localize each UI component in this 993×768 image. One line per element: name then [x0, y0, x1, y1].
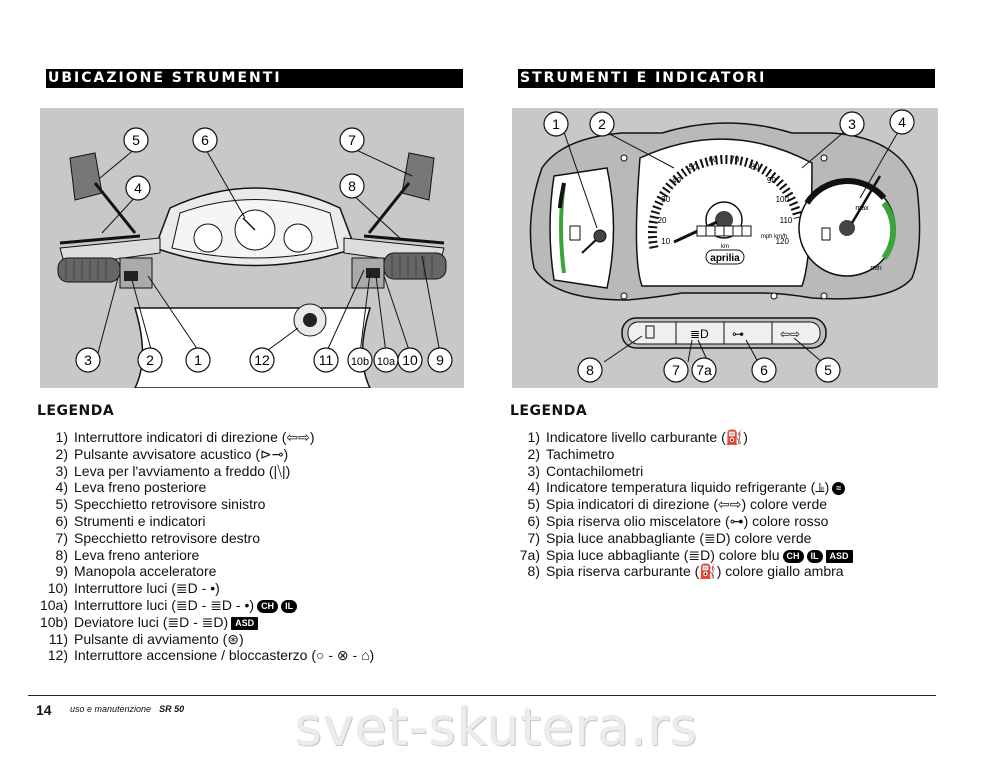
legend-item-number: 12): [47, 647, 68, 664]
legend-item-number: 10): [47, 580, 68, 597]
legend-item: [500, 563, 940, 580]
svg-text:8: 8: [586, 362, 594, 378]
legend-item: [28, 597, 458, 614]
svg-text:⊶: ⊶: [732, 327, 744, 341]
legend-item-number: 6): [55, 512, 68, 529]
watermark: svet-skutera.rs: [294, 698, 699, 758]
callout-number: [692, 358, 716, 382]
legend-item-text: Pulsante avvisatore acustico (⊳⊸): [74, 445, 289, 462]
instrument-panel-illustration: [512, 108, 938, 388]
speed-tick-label: 70: [730, 154, 740, 164]
speed-tick-label: 90: [767, 176, 776, 186]
callout-number: [578, 358, 602, 382]
legend-item-number: 11): [48, 630, 68, 647]
callout-number: [840, 112, 864, 136]
legend-item: [28, 513, 458, 530]
legend-item-text: Leva per l'avviamento a freddo (|⧹|): [74, 462, 291, 479]
market-badge: ASD: [826, 550, 853, 563]
speed-tick-label: 120: [775, 237, 789, 247]
market-badge: CH: [257, 600, 278, 613]
svg-text:9: 9: [436, 352, 444, 368]
market-badge: CH: [783, 550, 804, 563]
callout-number: [340, 128, 364, 152]
speed-tick-label: 30: [661, 194, 671, 204]
speed-tick-label: 20: [657, 216, 667, 225]
svg-text:4: 4: [134, 180, 142, 196]
svg-text:1: 1: [552, 116, 560, 132]
legend-item-text: Spia riserva carburante (⛽) colore giallo ambra: [546, 563, 844, 580]
odometer-unit-label: km: [721, 244, 729, 250]
market-badge: ≈: [832, 482, 845, 495]
legend-item-number: 4): [527, 479, 540, 496]
speed-unit-label: mph km/h: [760, 234, 788, 240]
speed-tick-label: 110: [779, 216, 793, 225]
svg-text:7: 7: [348, 132, 356, 148]
temp-min-label: min: [870, 265, 882, 272]
svg-text:1: 1: [194, 352, 202, 368]
legend-item: [28, 563, 458, 580]
legend-item: [500, 547, 940, 564]
legend-item-text: Spia riserva olio miscelatore (⊶) colore rosso: [546, 512, 829, 529]
speed-tick-label: 80: [750, 162, 760, 172]
right-callouts: [512, 108, 938, 388]
legend-item-text: Spia luce abbagliante (≣D) colore blu: [546, 546, 780, 563]
svg-text:6: 6: [201, 132, 209, 148]
legend-item: [28, 547, 458, 564]
temp-max-label: max: [855, 205, 869, 212]
legend-item-text: Strumenti e indicatori: [74, 512, 206, 529]
callout-number: [186, 348, 210, 372]
legend-item-number: 2): [55, 445, 68, 462]
callout-number: [752, 358, 776, 382]
svg-text:3: 3: [848, 116, 856, 132]
callout-number: [76, 348, 100, 372]
legend-item-number: 7a): [519, 546, 540, 563]
svg-text:2: 2: [146, 352, 154, 368]
left-legend-title: LEGENDA: [37, 403, 115, 419]
callout-number: [374, 348, 398, 372]
callout-number: [124, 128, 148, 152]
legend-item: [500, 429, 940, 446]
legend-item-text: Leva freno posteriore: [74, 479, 207, 496]
legend-item-text: Tachimetro: [546, 445, 615, 462]
svg-text:2: 2: [598, 116, 606, 132]
legend-item: [500, 530, 940, 547]
callout-number: [816, 358, 840, 382]
svg-text:⇦⇨: ⇦⇨: [780, 327, 801, 341]
callout-number: [590, 112, 614, 136]
speed-tick-label: 10: [661, 237, 671, 247]
right-legend-list: [500, 429, 940, 580]
svg-text:11: 11: [318, 352, 334, 368]
legend-item-text: Deviatore luci (≣D - ≣D): [74, 613, 229, 630]
callout-number: [193, 128, 217, 152]
legend-item: [28, 580, 458, 597]
legend-item: [28, 496, 458, 513]
legend-item-number: 3): [527, 462, 540, 479]
left-callouts: [40, 108, 464, 388]
legend-item-number: 7): [55, 529, 68, 546]
svg-text:7: 7: [672, 362, 680, 378]
callout-number: [544, 112, 568, 136]
legend-item-number: 2): [527, 445, 540, 462]
legend-item-number: 10b): [39, 613, 68, 630]
legend-item-number: 9): [55, 563, 68, 580]
speed-tick-label: 60: [708, 154, 718, 164]
brand-logo-text: aprilia: [710, 253, 740, 264]
legend-item-number: 5): [55, 496, 68, 513]
legend-item-number: 6): [527, 512, 540, 529]
legend-item-text: Interruttore accensione / bloccasterzo (○ - ⊗ - ⌂): [74, 647, 375, 664]
legend-item-text: Pulsante di avviamento (⊛): [74, 630, 244, 647]
svg-text:10a: 10a: [376, 356, 396, 368]
speed-tick-label: 100: [775, 194, 789, 204]
page-number: 14: [36, 702, 52, 718]
legend-item-number: 3): [55, 462, 68, 479]
callout-number: [348, 348, 372, 372]
callout-number: [664, 358, 688, 382]
legend-item-number: 1): [527, 429, 540, 445]
svg-text:7a: 7a: [696, 362, 712, 378]
callout-number: [890, 110, 914, 134]
legend-item-text: Specchietto retrovisore destro: [74, 529, 260, 546]
legend-item-number: 4): [55, 479, 68, 496]
legend-item: [500, 446, 940, 463]
legend-item-text: Spia luce anabbagliante (≣D) colore verde: [546, 529, 812, 546]
handlebar-illustration: [40, 108, 464, 388]
svg-text:3: 3: [84, 352, 92, 368]
market-badge: IL: [281, 600, 297, 613]
svg-text:10: 10: [402, 352, 418, 368]
speed-tick-label: 40: [672, 176, 681, 186]
svg-text:6: 6: [760, 362, 768, 378]
legend-item-text: Interruttore indicatori di direzione (⇦⇨): [74, 429, 315, 445]
svg-text:5: 5: [824, 362, 832, 378]
legend-item: [28, 631, 458, 648]
footer-divider: [28, 695, 936, 696]
legend-item: [500, 463, 940, 480]
legend-item-number: 10a): [39, 596, 68, 613]
right-section-header: STRUMENTI E INDICATORI: [518, 69, 935, 88]
legend-item: [28, 647, 458, 664]
legend-item-number: 1): [55, 429, 68, 445]
legend-item: [500, 479, 940, 496]
legend-item-text: Indicatore livello carburante (⛽): [546, 429, 748, 445]
callout-number: [126, 176, 150, 200]
legend-item: [28, 446, 458, 463]
legend-item: [28, 429, 458, 446]
svg-text:12: 12: [254, 352, 270, 368]
market-badge: IL: [807, 550, 823, 563]
svg-text:10b: 10b: [350, 356, 370, 368]
legend-item-number: 8): [55, 546, 68, 563]
legend-item: [28, 479, 458, 496]
left-section-header: UBICAZIONE STRUMENTI: [46, 69, 463, 88]
svg-text:5: 5: [132, 132, 140, 148]
market-badge: ASD: [231, 617, 258, 630]
legend-item-text: Interruttore luci (≣D - ≣D - •): [74, 596, 255, 613]
svg-text:≣D: ≣D: [690, 327, 709, 341]
footer-manual-title: uso e manutenzione: [70, 704, 152, 714]
legend-item: [28, 614, 458, 631]
legend-item-number: 5): [527, 496, 540, 513]
callout-number: [138, 348, 162, 372]
svg-text:8: 8: [348, 178, 356, 194]
legend-item-text: Specchietto retrovisore sinistro: [74, 496, 266, 513]
footer-model: SR 50: [159, 704, 185, 714]
callout-number: [314, 348, 338, 372]
legend-item-text: Leva freno anteriore: [74, 546, 200, 563]
legend-item-text: Manopola acceleratore: [74, 563, 217, 580]
legend-item: [500, 513, 940, 530]
callout-number: [250, 348, 274, 372]
right-legend-title: LEGENDA: [510, 403, 588, 419]
callout-number: [398, 348, 422, 372]
legend-item-text: Indicatore temperatura liquido refrigerante (⫡): [546, 479, 830, 496]
legend-item-text: Contachilometri: [546, 462, 644, 479]
speed-tick-label: 50: [688, 162, 698, 172]
legend-item-number: 7): [527, 529, 540, 546]
callout-number: [428, 348, 452, 372]
legend-item: [500, 496, 940, 513]
legend-item-text: Interruttore luci (≣D - •): [74, 580, 220, 597]
legend-item-text: Spia indicatori di direzione (⇦⇨) colore verde: [546, 496, 828, 513]
legend-item-number: 8): [527, 563, 540, 580]
callout-number: [340, 174, 364, 198]
legend-item: [28, 530, 458, 547]
svg-text:4: 4: [898, 114, 906, 130]
legend-item: [28, 463, 458, 480]
left-legend-list: [28, 429, 458, 664]
